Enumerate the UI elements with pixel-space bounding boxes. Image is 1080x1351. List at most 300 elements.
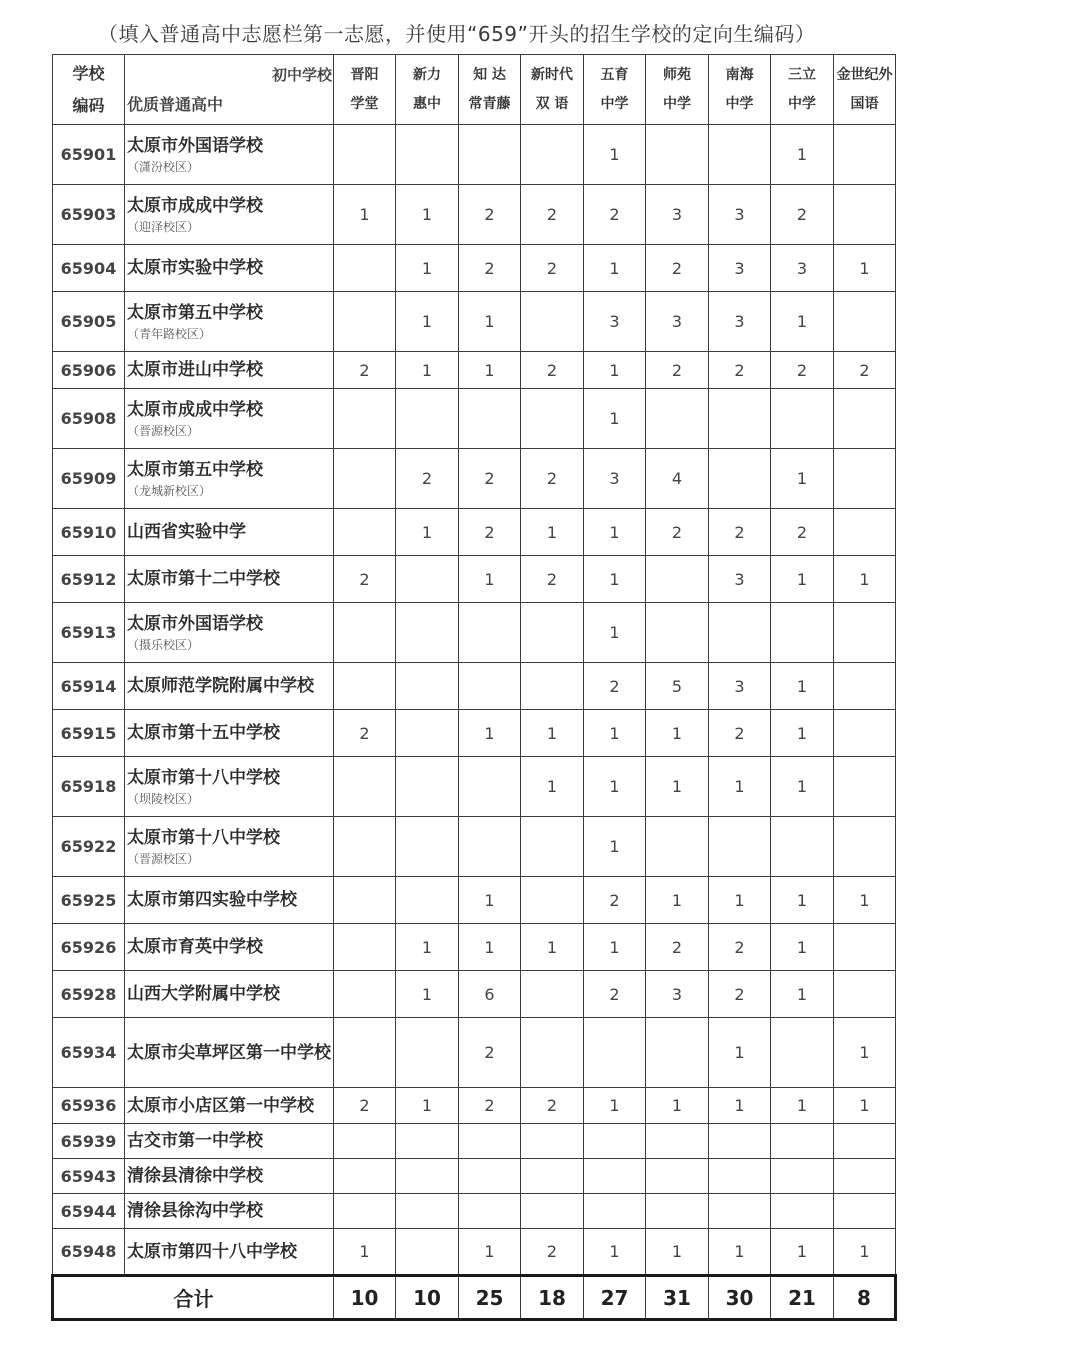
campus-name: （潇汾校区） (127, 159, 200, 174)
school-code: 65936 (53, 1088, 125, 1124)
quota-cell (334, 1194, 396, 1229)
quota-cell (771, 389, 834, 449)
quota-cell (396, 877, 459, 924)
header-row (53, 55, 896, 125)
quota-cell (709, 1159, 771, 1194)
school-name: 太原市第十五中学校 (127, 723, 280, 743)
quota-cell: 2 (709, 710, 771, 757)
quota-cell: 2 (459, 509, 521, 556)
quota-cell (584, 1194, 646, 1229)
campus-name: （龙城新校区） (127, 483, 212, 498)
quota-cell: 1 (584, 757, 646, 817)
quota-cell (396, 1194, 459, 1229)
school-name-cell (125, 757, 334, 817)
totals-row (53, 1276, 896, 1320)
quota-cell (709, 125, 771, 185)
quota-cell: 2 (709, 924, 771, 971)
column-header: 金世纪外 国语 (834, 55, 896, 125)
quota-cell: 1 (396, 1088, 459, 1124)
quota-cell (334, 125, 396, 185)
quota-cell (834, 125, 896, 185)
quota-cell: 1 (459, 924, 521, 971)
table-row (53, 1159, 896, 1194)
quota-cell: 1 (646, 710, 709, 757)
school-code: 65908 (53, 389, 125, 449)
quota-table (51, 54, 897, 1321)
quota-cell: 2 (646, 352, 709, 389)
quota-cell (709, 1124, 771, 1159)
table-row (53, 292, 896, 352)
quota-cell (834, 603, 896, 663)
quota-cell (834, 710, 896, 757)
quota-cell (459, 817, 521, 877)
table-row (53, 877, 896, 924)
school-name-cell (125, 817, 334, 877)
campus-name: （摄乐校区） (127, 637, 200, 652)
quota-cell: 1 (771, 1229, 834, 1276)
school-name: 清徐县徐沟中学校 (127, 1201, 263, 1221)
quota-cell (521, 1124, 584, 1159)
quota-cell: 2 (521, 352, 584, 389)
quota-cell: 1 (584, 509, 646, 556)
quota-cell (834, 757, 896, 817)
quota-cell: 1 (709, 877, 771, 924)
quota-cell: 1 (459, 1229, 521, 1276)
quota-cell: 3 (771, 245, 834, 292)
quota-cell: 2 (709, 971, 771, 1018)
quota-cell (646, 1124, 709, 1159)
school-name-cell (125, 1159, 334, 1194)
quota-cell: 1 (521, 509, 584, 556)
table-row (53, 603, 896, 663)
school-code: 65943 (53, 1159, 125, 1194)
school-code: 65914 (53, 663, 125, 710)
quota-cell (334, 971, 396, 1018)
table-row (53, 663, 896, 710)
quota-cell (396, 1124, 459, 1159)
school-name-cell (125, 509, 334, 556)
quota-cell: 2 (334, 556, 396, 603)
table-row (53, 352, 896, 389)
total-value: 10 (334, 1276, 396, 1320)
quota-cell: 1 (834, 245, 896, 292)
school-code: 65926 (53, 924, 125, 971)
campus-name: （青年路校区） (127, 326, 212, 341)
quota-cell (459, 663, 521, 710)
quota-cell: 2 (334, 710, 396, 757)
school-code: 65905 (53, 292, 125, 352)
quota-cell (771, 817, 834, 877)
table-row (53, 710, 896, 757)
quota-cell: 3 (709, 185, 771, 245)
quota-cell: 1 (771, 449, 834, 509)
quota-cell: 1 (584, 924, 646, 971)
high-school-header: 优质普通高中 (127, 94, 224, 114)
quota-cell: 1 (334, 1229, 396, 1276)
quota-cell (521, 125, 584, 185)
quota-cell: 2 (521, 449, 584, 509)
quota-cell (834, 1194, 896, 1229)
quota-cell (396, 389, 459, 449)
school-name: 太原市第十八中学校 (127, 827, 280, 848)
quota-cell: 2 (521, 556, 584, 603)
quota-cell: 1 (584, 817, 646, 877)
quota-cell (396, 757, 459, 817)
table-row (53, 185, 896, 245)
column-header: 晋阳 学堂 (334, 55, 396, 125)
quota-cell (646, 1194, 709, 1229)
quota-cell (834, 924, 896, 971)
quota-cell (834, 971, 896, 1018)
school-name-cell (125, 603, 334, 663)
quota-cell (646, 1159, 709, 1194)
school-code: 65922 (53, 817, 125, 877)
quota-cell: 2 (334, 352, 396, 389)
quota-cell: 1 (396, 509, 459, 556)
quota-cell: 1 (771, 971, 834, 1018)
school-name-cell (125, 556, 334, 603)
school-name: 山西省实验中学 (127, 522, 246, 542)
school-name-cell (125, 1124, 334, 1159)
quota-cell (521, 971, 584, 1018)
quota-cell: 2 (771, 185, 834, 245)
school-name: 太原市成成中学校 (127, 195, 263, 216)
quota-cell: 2 (771, 509, 834, 556)
table-row (53, 125, 896, 185)
quota-cell (646, 1018, 709, 1088)
quota-cell: 2 (459, 1018, 521, 1088)
quota-cell (834, 185, 896, 245)
table-row (53, 1229, 896, 1276)
total-value: 30 (709, 1276, 771, 1320)
school-code: 65939 (53, 1124, 125, 1159)
school-name-cell (125, 1018, 334, 1088)
quota-cell (334, 877, 396, 924)
quota-cell (646, 817, 709, 877)
quota-cell: 1 (771, 125, 834, 185)
quota-cell: 3 (709, 245, 771, 292)
school-code: 65934 (53, 1018, 125, 1088)
quota-cell: 2 (459, 449, 521, 509)
quota-cell (834, 1124, 896, 1159)
school-name: 太原市小店区第一中学校 (127, 1095, 314, 1116)
quota-cell: 1 (584, 352, 646, 389)
quota-cell (834, 389, 896, 449)
quota-cell (709, 817, 771, 877)
school-name-cell (125, 924, 334, 971)
quota-cell (834, 1159, 896, 1194)
quota-cell: 2 (584, 877, 646, 924)
school-name: 太原市第四十八中学校 (127, 1241, 297, 1262)
quota-cell: 1 (396, 971, 459, 1018)
quota-cell: 2 (646, 245, 709, 292)
campus-name: （迎泽校区） (127, 219, 200, 234)
quota-cell: 2 (646, 509, 709, 556)
school-code: 65910 (53, 509, 125, 556)
quota-cell: 1 (459, 352, 521, 389)
school-name-cell (125, 1088, 334, 1124)
quota-cell: 1 (771, 663, 834, 710)
quota-cell (334, 449, 396, 509)
quota-cell (521, 663, 584, 710)
quota-cell (834, 663, 896, 710)
quota-cell: 3 (646, 292, 709, 352)
school-name-cell (125, 125, 334, 185)
quota-cell: 2 (459, 245, 521, 292)
quota-cell (334, 603, 396, 663)
table-row (53, 509, 896, 556)
table-row (53, 389, 896, 449)
quota-cell: 2 (521, 185, 584, 245)
quota-cell (521, 1018, 584, 1088)
school-name-cell (125, 1194, 334, 1229)
quota-cell: 2 (521, 245, 584, 292)
quota-cell: 1 (396, 292, 459, 352)
quota-cell (334, 757, 396, 817)
quota-cell: 4 (646, 449, 709, 509)
quota-cell (521, 817, 584, 877)
quota-cell: 1 (709, 1229, 771, 1276)
quota-cell: 2 (709, 352, 771, 389)
school-name: 太原市成成中学校 (127, 399, 263, 420)
quota-cell (521, 389, 584, 449)
table-row (53, 449, 896, 509)
quota-cell: 1 (521, 924, 584, 971)
quota-cell: 2 (334, 1088, 396, 1124)
school-name: 太原市第五中学校 (127, 459, 263, 480)
quota-cell: 3 (709, 292, 771, 352)
column-header: 新时代 双 语 (521, 55, 584, 125)
quota-cell: 2 (459, 1088, 521, 1124)
table-row (53, 1018, 896, 1088)
quota-cell (396, 603, 459, 663)
school-name-cell (125, 352, 334, 389)
school-name: 太原市育英中学校 (127, 937, 263, 957)
table-row (53, 245, 896, 292)
quota-cell (459, 1194, 521, 1229)
quota-cell (646, 556, 709, 603)
quota-cell (334, 1018, 396, 1088)
quota-cell (834, 449, 896, 509)
school-name-cell (125, 710, 334, 757)
quota-cell: 1 (584, 603, 646, 663)
quota-cell: 1 (521, 710, 584, 757)
quota-cell (834, 509, 896, 556)
quota-cell: 1 (459, 877, 521, 924)
quota-cell: 5 (646, 663, 709, 710)
quota-cell (459, 1159, 521, 1194)
quota-cell (709, 603, 771, 663)
middle-school-header: 初中学校 (271, 65, 332, 84)
quota-cell (396, 663, 459, 710)
quota-cell (334, 1124, 396, 1159)
quota-cell: 6 (459, 971, 521, 1018)
school-name-cell (125, 245, 334, 292)
quota-cell: 3 (584, 292, 646, 352)
quota-cell (396, 125, 459, 185)
quota-cell (584, 1159, 646, 1194)
school-code: 65944 (53, 1194, 125, 1229)
quota-cell: 1 (771, 1088, 834, 1124)
quota-cell: 1 (834, 1018, 896, 1088)
quota-cell (334, 245, 396, 292)
quota-cell (334, 389, 396, 449)
school-name-cell (125, 389, 334, 449)
quota-cell (396, 710, 459, 757)
campus-name: （晋源校区） (127, 851, 200, 866)
quota-cell: 1 (709, 1018, 771, 1088)
quota-cell (584, 1124, 646, 1159)
column-header: 知 达 常青藤 (459, 55, 521, 125)
school-name: 清徐县清徐中学校 (127, 1166, 263, 1186)
school-code: 65903 (53, 185, 125, 245)
school-name-cell (125, 877, 334, 924)
quota-cell: 1 (584, 710, 646, 757)
quota-cell: 2 (521, 1229, 584, 1276)
quota-cell (334, 292, 396, 352)
table-row (53, 971, 896, 1018)
school-code: 65918 (53, 757, 125, 817)
school-name: 太原市外国语学校 (127, 613, 263, 634)
quota-cell: 1 (771, 757, 834, 817)
quota-cell: 1 (584, 125, 646, 185)
school-name-cell (125, 663, 334, 710)
table-row (53, 757, 896, 817)
campus-name: （晋源校区） (127, 423, 200, 438)
school-code: 65925 (53, 877, 125, 924)
code-header: 学校 编码 (53, 55, 125, 125)
quota-cell (334, 817, 396, 877)
quota-cell: 2 (584, 663, 646, 710)
quota-cell: 3 (709, 663, 771, 710)
school-code: 65948 (53, 1229, 125, 1276)
school-code: 65901 (53, 125, 125, 185)
school-code: 65904 (53, 245, 125, 292)
school-name: 太原市尖草坪区第一中学校 (127, 1042, 331, 1063)
quota-cell: 1 (584, 556, 646, 603)
quota-cell (459, 1124, 521, 1159)
column-header: 新力 惠中 (396, 55, 459, 125)
quota-cell: 1 (646, 1229, 709, 1276)
quota-cell (396, 817, 459, 877)
quota-cell (646, 125, 709, 185)
quota-cell: 1 (834, 877, 896, 924)
quota-cell (521, 1159, 584, 1194)
quota-cell: 1 (396, 185, 459, 245)
quota-cell: 2 (584, 185, 646, 245)
quota-cell (771, 1018, 834, 1088)
quota-cell (459, 389, 521, 449)
quota-cell: 1 (771, 924, 834, 971)
column-header: 五育 中学 (584, 55, 646, 125)
quota-cell (334, 924, 396, 971)
column-header: 三立 中学 (771, 55, 834, 125)
totals-label: 合计 (53, 1276, 334, 1320)
column-header: 南海 中学 (709, 55, 771, 125)
quota-cell (771, 1124, 834, 1159)
quota-cell (771, 603, 834, 663)
table-row (53, 1124, 896, 1159)
quota-cell (334, 509, 396, 556)
quota-cell: 3 (646, 185, 709, 245)
quota-cell: 1 (709, 757, 771, 817)
quota-cell: 2 (521, 1088, 584, 1124)
quota-cell: 1 (584, 1229, 646, 1276)
quota-cell (521, 292, 584, 352)
school-name-cell (125, 185, 334, 245)
quota-cell: 1 (771, 877, 834, 924)
quota-cell (709, 389, 771, 449)
school-name: 太原市第十二中学校 (127, 569, 280, 589)
quota-cell: 1 (646, 757, 709, 817)
quota-cell (584, 1018, 646, 1088)
quota-cell: 1 (771, 710, 834, 757)
school-code: 65906 (53, 352, 125, 389)
quota-cell (396, 556, 459, 603)
quota-cell (396, 1018, 459, 1088)
quota-cell (709, 449, 771, 509)
quota-cell: 1 (396, 245, 459, 292)
diagonal-header (125, 55, 334, 125)
quota-cell: 2 (584, 971, 646, 1018)
school-name-cell (125, 971, 334, 1018)
quota-cell (771, 1159, 834, 1194)
quota-cell (521, 1194, 584, 1229)
total-value: 21 (771, 1276, 834, 1320)
quota-cell (396, 1229, 459, 1276)
school-name: 太原市外国语学校 (127, 135, 263, 156)
quota-cell (334, 1159, 396, 1194)
quota-cell: 2 (396, 449, 459, 509)
quota-cell: 3 (584, 449, 646, 509)
table-row (53, 817, 896, 877)
quota-cell: 1 (334, 185, 396, 245)
quota-cell: 1 (771, 292, 834, 352)
quota-cell (834, 292, 896, 352)
quota-cell: 1 (396, 924, 459, 971)
quota-cell: 2 (709, 509, 771, 556)
school-name: 太原市实验中学校 (127, 258, 263, 278)
school-name-cell (125, 1229, 334, 1276)
quota-cell: 1 (584, 1088, 646, 1124)
school-name-cell (125, 292, 334, 352)
quota-cell (521, 603, 584, 663)
quota-cell: 2 (834, 352, 896, 389)
school-code: 65913 (53, 603, 125, 663)
total-value: 31 (646, 1276, 709, 1320)
quota-cell: 1 (771, 556, 834, 603)
campus-name: （坝陵校区） (127, 791, 200, 806)
quota-cell: 1 (646, 877, 709, 924)
quota-cell: 3 (646, 971, 709, 1018)
total-value: 8 (834, 1276, 896, 1320)
table-caption: （填入普通高中志愿栏第一志愿，并使用“659”开头的招生学校的定向生编码） (98, 22, 816, 46)
quota-cell: 1 (459, 556, 521, 603)
table-row (53, 556, 896, 603)
quota-cell: 1 (459, 292, 521, 352)
quota-cell (646, 389, 709, 449)
table-row (53, 1194, 896, 1229)
school-code: 65915 (53, 710, 125, 757)
quota-cell: 1 (834, 556, 896, 603)
quota-cell: 1 (459, 710, 521, 757)
quota-cell (521, 877, 584, 924)
school-name: 太原市第四实验中学校 (127, 890, 297, 910)
quota-cell: 3 (709, 556, 771, 603)
quota-cell (396, 1159, 459, 1194)
table-row (53, 924, 896, 971)
table-row (53, 1088, 896, 1124)
